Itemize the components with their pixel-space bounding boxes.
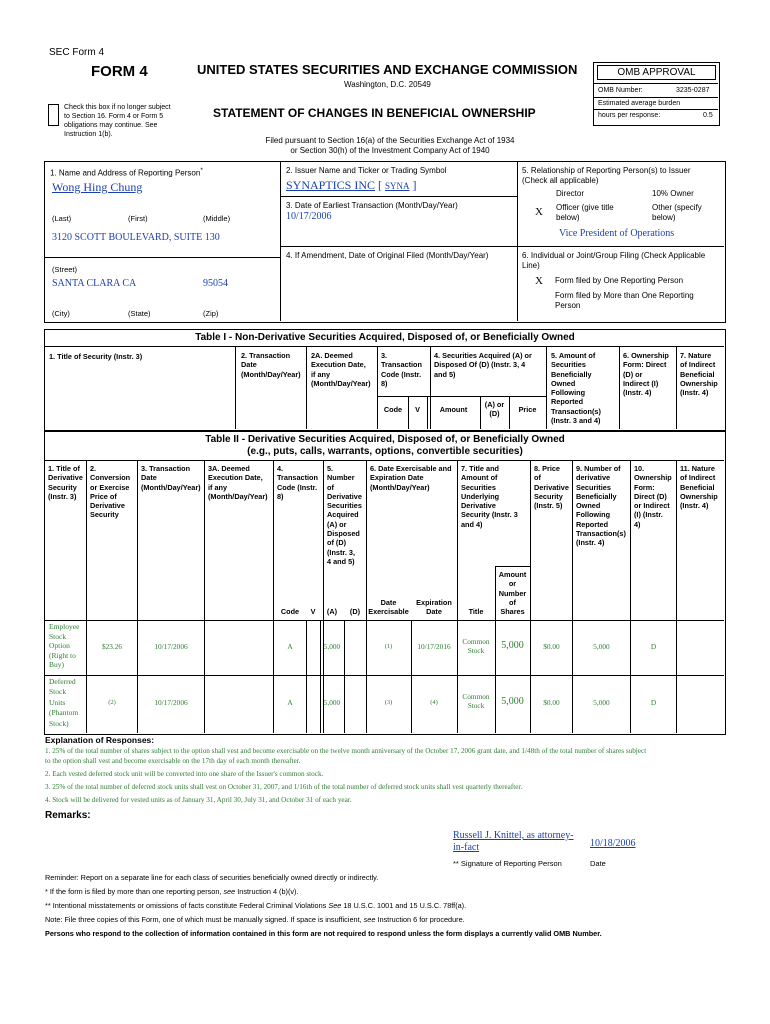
table-row-1-date: 10/17/2006 [154, 642, 188, 651]
filed-by-one-option[interactable]: Form filed by One Reporting Person [555, 276, 684, 285]
commission-address: Washington, D.C. 20549 [344, 80, 431, 89]
table-row-2-date: 10/17/2006 [154, 698, 188, 707]
table-row-2-exercisable: (3) [384, 699, 393, 706]
omb-number-value: 3235-0287 [676, 87, 710, 94]
note-3: 3. 25% of the total number of deferred stock units shall vest on October 31, 2007, and 1/16th of the total number of deferred stock units shall vest quarterly thereafter. [45, 783, 523, 791]
t1-col-nature: 7. Nature of Indirect Beneficial Ownership (Instr. 4) [680, 351, 718, 398]
director-option[interactable]: Director [556, 189, 585, 198]
t2-col-exercisable: 6. Date Exercisable and Expiration Date (Month/Day/Year) [370, 464, 452, 492]
signature-label: ** Signature of Reporting Person [453, 859, 562, 868]
t2-col-nature: 11. Nature of Indirect Beneficial Ownership (Instr. 4) [680, 464, 718, 511]
hours-value: 0.5 [703, 112, 713, 119]
footer-note-misstatements: ** Intentional misstatements or omissions of facts constitute Federal Criminal Violations See 18 U.S.C. 1001 and 15 U.S.C. 78ff(a). [45, 901, 467, 910]
t2-sub-expiration: Expiration Date [416, 598, 452, 617]
table-row-2-price: (2) [108, 699, 116, 706]
zip-value: 95054 [203, 278, 228, 289]
last-label: (Last) [52, 214, 72, 223]
t2-sub-amount: Amount or Number of Shares [498, 570, 527, 617]
box2-label: 2. Issuer Name and Ticker or Trading Symbol [286, 166, 447, 175]
t2-col-price: 8. Price of Derivative Security (Instr. 5) [534, 464, 569, 511]
table-row-1-expiration: 10/17/2016 [417, 642, 451, 651]
table-row-2-form: D [650, 698, 657, 707]
table-row-1-deriv-price: $0.00 [543, 642, 560, 651]
table-row-1-underlying-amount: 5,000 [501, 640, 524, 651]
ten-percent-owner-option[interactable]: 10% Owner [652, 189, 694, 198]
footer-reminder: Reminder: Report on a separate line for each class of securities beneficially owned directly or indirectly. [45, 873, 379, 882]
sec-form-label: SEC Form 4 [49, 47, 105, 58]
table-1-title: Table I - Non-Derivative Securities Acquired, Disposed of, or Beneficially Owned [195, 332, 575, 343]
zip-label: (Zip) [203, 309, 219, 318]
footer-omb-notice: Persons who respond to the collection of information contained in this form are not required to respond unless the form displays a currently valid OMB Number. [45, 929, 602, 938]
table-row-1-owned: 5,000 [593, 642, 610, 651]
t2-col-code: 4. Transaction Code (Instr. 8) [277, 464, 318, 501]
omb-approval-title: OMB APPROVAL [597, 65, 716, 80]
omb-number-label: OMB Number: [598, 87, 643, 94]
t1-col-securities: 4. Securities Acquired (A) or Disposed Of (D) (Instr. 3, 4 and 5) [434, 351, 532, 379]
table-row-2-acquired: 5,000 [323, 698, 341, 707]
box3-label: 3. Date of Earliest Transaction (Month/Day/Year) [286, 201, 458, 210]
table-row-2-owned: 5,000 [593, 698, 610, 707]
filed-by-more-option[interactable]: Form filed by More than One Reporting Person [555, 291, 694, 310]
box5-label: 5. Relationship of Reporting Person(s) to Issuer (Check all applicable) [522, 166, 691, 185]
t1-sub-code: Code [383, 405, 403, 414]
other-option[interactable]: Other (specify below) [652, 203, 702, 222]
t2-col-underlying: 7. Title and Amount of Securities Underlying Derivative Security (Instr. 3 and 4) [461, 464, 518, 529]
filed-pursuant-text: Filed pursuant to Section 16(a) of the Securities Exchange Act of 1934 or Section 30(h) of the Investment Company Act of 1940 [265, 136, 515, 155]
t2-col-date: 3. Transaction Date (Month/Day/Year) [141, 464, 201, 492]
no-longer-subject-checkbox[interactable] [48, 104, 59, 126]
t2-col-ownership: 10. Ownership Form: Direct (D) or Indirect (I) (Instr. 4) [634, 464, 672, 529]
t2-col-title: 1. Title of Derivative Security (Instr. 3) [48, 464, 83, 501]
box4-label: 4. If Amendment, Date of Original Filed (Month/Day/Year) [286, 251, 489, 260]
city-label: (City) [52, 309, 70, 318]
table-row-1-underlying-title: Common Stock [462, 637, 490, 656]
signature-date: 10/18/2006 [590, 838, 636, 849]
note-1-cont: to the option shall vest and become exercisable on the 17th day of each month thereafter. [45, 757, 301, 765]
form-title: FORM 4 [91, 63, 148, 80]
earliest-transaction-date: 10/17/2006 [286, 211, 332, 222]
burden-label: Estimated average burden [598, 100, 681, 107]
t2-sub-d: (D) [349, 607, 361, 616]
officer-option[interactable]: Officer (give title below) [556, 203, 614, 222]
table-row-1-acquired: 5,000 [323, 642, 341, 651]
t2-col-owned: 9. Number of derivative Securities Beneficially Owned Following Reported Transaction(s) (Instr. 4) [576, 464, 626, 548]
statement-title: STATEMENT OF CHANGES IN BENEFICIAL OWNERSHIP [213, 106, 536, 120]
note-2: 2. Each vested deferred stock unit will be converted into one share of the Issuer's common stock. [45, 770, 324, 778]
table-row-2-underlying-title: Common Stock [462, 692, 490, 711]
t1-col-deemed: 2A. Deemed Execution Date, if any (Month/Day/Year) [311, 351, 371, 388]
t2-sub-date-exercisable: Date Exercisable [368, 598, 409, 617]
one-person-check-mark: X [535, 275, 543, 287]
table-row-1-code: A [287, 642, 293, 651]
reporting-person-name[interactable]: Wong Hing Chung [52, 180, 143, 194]
table-row-2-code: A [287, 698, 293, 707]
explanation-heading: Explanation of Responses: [45, 735, 155, 745]
t2-sub-v: V [310, 607, 316, 616]
first-label: (First) [128, 214, 148, 223]
state-label: (State) [128, 309, 151, 318]
signer-name: Russell J. Knittel, as attorney- in-fact [453, 830, 574, 853]
table-row-2-expiration: (4) [430, 699, 438, 706]
footer-note-star: * If the form is filed by more than one reporting person, see Instruction 4 (b)(v). [45, 887, 299, 896]
officer-title: Vice President of Operations [559, 228, 675, 239]
t1-col-date: 2. Transaction Date (Month/Day/Year) [241, 351, 301, 379]
t1-col-code: 3. Transaction Code (Instr. 8) [381, 351, 422, 388]
remarks-heading: Remarks: [45, 810, 91, 821]
commission-title: UNITED STATES SECURITIES AND EXCHANGE COMMISSION [197, 62, 578, 77]
checkbox-instructions: Check this box if no longer subject to Section 16. Form 4 or Form 5 obligations may continue. See Instruction 1(b). [64, 104, 171, 138]
footer-note-copies: Note: File three copies of this Form, one of which must be manually signed. If space is insufficient, see Instruction 6 for procedure. [45, 915, 465, 924]
street-label: (Street) [52, 265, 78, 274]
table-row-1-exercisable: (1) [384, 643, 393, 650]
t2-sub-code: Code [280, 607, 300, 616]
t2-sub-a: (A) [326, 607, 338, 616]
table-row-1-form: D [650, 642, 657, 651]
box1-label: 1. Name and Address of Reporting Person* [50, 167, 203, 178]
t2-sub-title: Title [468, 607, 484, 616]
t2-col-deemed: 3A. Deemed Execution Date, if any (Month/Day/Year) [208, 464, 268, 501]
t1-sub-amount: Amount [439, 405, 468, 414]
t1-col-ownership: 6. Ownership Form: Direct (D) or Indirect (I) (Instr. 4) [623, 351, 669, 398]
t2-col-conversion: 2. Conversion or Exercise Price of Derivative Security [90, 464, 131, 520]
table-row-2-title: Deferred Stock Units (Phantom Stock) [49, 677, 79, 728]
street-address: 3120 SCOTT BOULEVARD, SUITE 130 [52, 232, 220, 243]
officer-check-mark: X [535, 206, 543, 218]
t1-sub-aord: (A) or (D) [484, 400, 505, 419]
table-row-1-title: Employee Stock Option (Right to Buy) [49, 622, 80, 670]
footer-notes [45, 873, 602, 938]
table-row-1-price: $23.26 [101, 642, 123, 651]
table-row-2-underlying-amount: 5,000 [501, 696, 524, 707]
explanation-notes [45, 746, 725, 805]
hours-label: hours per response: [598, 112, 661, 119]
t1-col-title: 1. Title of Security (Instr. 3) [49, 352, 143, 361]
t1-col-amount: 5. Amount of Securities Beneficially Owned Following Reported Transaction(s) (Instr. 3 and 4) [551, 351, 601, 426]
issuer-name[interactable]: SYNAPTICS INC [ SYNA ] [286, 178, 417, 192]
t1-sub-price: Price [518, 405, 537, 414]
note-4: 4. Stock will be delivered for vested units as of January 31, April 30, July 31, and October 31 of each year. [45, 796, 352, 804]
note-1: 1. 25% of the total number of shares subject to the option shall vest and become exercisable on the twelve month anniversary of the October 17, 2006 grant date, and 1/48th of the total number of shares subject [45, 747, 647, 755]
table-2-title: Table II - Derivative Securities Acquired, Disposed of, or Beneficially Owned (e.g., puts, calls, warrants, options, convertible securities) [205, 434, 565, 457]
box6-label: 6. Individual or Joint/Group Filing (Check Applicable Line) [522, 251, 706, 270]
date-label: Date [590, 859, 606, 868]
t2-col-number: 5. Number of Derivative Securities Acquired (A) or Disposed of (D) (Instr. 3, 4 and 5) [327, 464, 362, 566]
t1-sub-v: V [415, 405, 420, 414]
middle-label: (Middle) [203, 214, 231, 223]
table-row-2-deriv-price: $0.00 [543, 698, 560, 707]
city-value: SANTA CLARA CA [52, 278, 137, 289]
